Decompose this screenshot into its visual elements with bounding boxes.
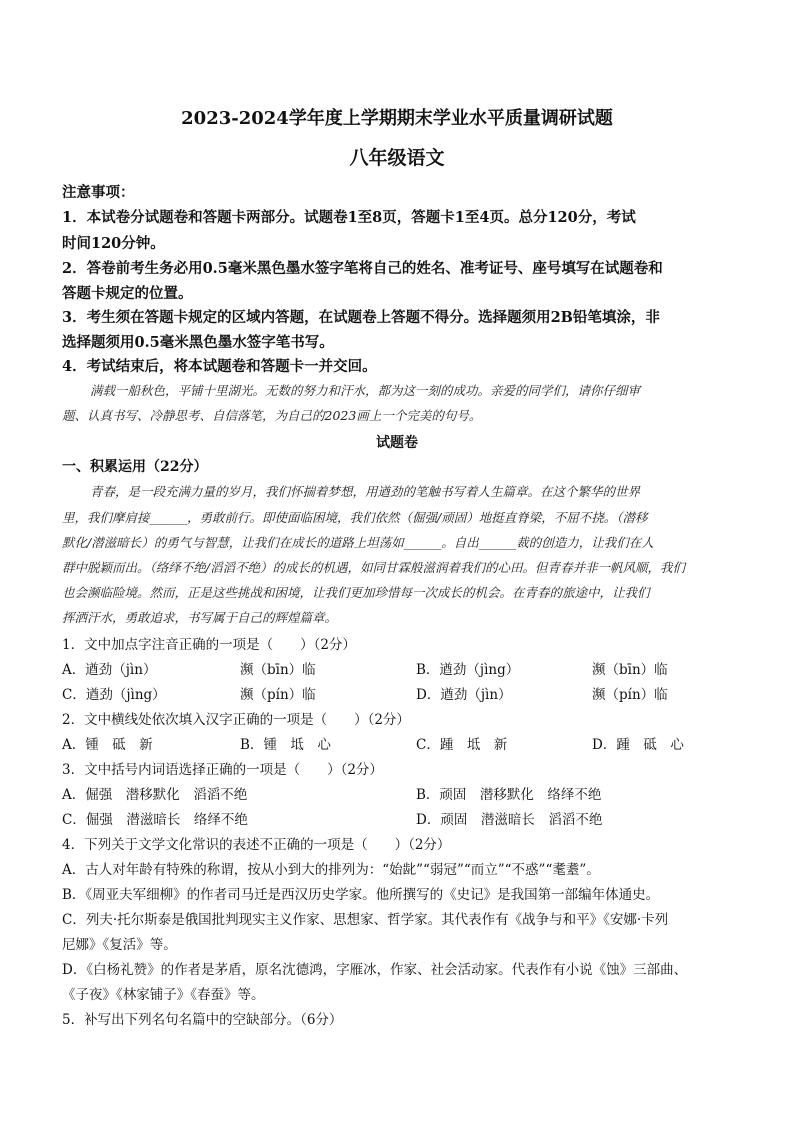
option-a: A．古人对年龄有特殊的称谓，按从小到大的排列为：“始龀”“弱冠”“而立”“不惑”“耄耋”。 [62, 862, 600, 878]
option-d: D．遒劲（jìn） [416, 687, 512, 703]
notice-line: 选择题须用0.5毫米黑色墨水签字笔书写。 [62, 334, 334, 351]
notice-line: 2．答卷前考生务必用0.5毫米黑色墨水签字笔将自己的姓名、准考证号、座号填写在试题卷和 [62, 260, 663, 277]
option-b: B．顽固 潜移默化 络绎不绝 [416, 787, 602, 803]
notice-line: 答题卡规定的位置。 [62, 285, 193, 302]
passage-line: 青春，是一段充满力量的岁月，我们怀揣着梦想，用遒劲的笔触书写着人生篇章。在这个繁华的世界 [90, 484, 641, 499]
question-stem: 1．文中加点字注音正确的一项是（ ）（2分） [62, 637, 356, 653]
option-c: C．列夫·托尔斯泰是俄国批判现实主义作家、思想家、哲学家。其代表作有《战争与和平》《安娜·卡列 [62, 912, 669, 928]
passage-line: 挥洒汗水，勇敢追求，书写属于自己的辉煌篇章。 [62, 610, 338, 625]
option-b: B．锺 坻 心 [240, 737, 331, 753]
option-d: D．顽固 潜滋暗长 滔滔不绝 [416, 812, 603, 828]
passage-line: 默化/潜滋暗长）的勇气与智慧，让我们在成长的道路上坦荡如______。自出______裁的创造力，让我们在人 [62, 535, 654, 550]
question-stem: 3．文中括号内词语选择正确的一项是（ ）（2分） [62, 762, 383, 778]
option-a: A．遒劲（jìn） [62, 662, 157, 678]
option-c: C．遒劲（jìng） [62, 687, 166, 703]
notice-line: 4．考试结束后，将本试题卷和答题卡一并交回。 [62, 358, 377, 375]
option-b: B．《周亚夫军细柳》的作者司马迁是西汉历史学家。他所撰写的《史记》是我国第一部编年体通史。 [62, 887, 660, 903]
greeting-line: 满载一船秋色，平铺十里湖光。无数的努力和汗水，都为这一刻的成功。亲爱的同学们，请你仔细审 [90, 383, 641, 398]
notice-line: 3．考生须在答题卡规定的区域内答题，在试题卷上答题不得分。选择题须用2B铅笔填涂，非 [62, 309, 660, 326]
section-label: 试题卷 [376, 435, 418, 451]
notice-line: 时间120分钟。 [62, 235, 165, 252]
option-c: C．倔强 潜滋暗长 络绎不绝 [62, 812, 248, 828]
notice-heading: 注意事项： [62, 184, 135, 201]
option-a-part: 濒（bīn）临 [240, 662, 316, 678]
option-d: D．《白杨礼赞》的作者是茅盾，原名沈德鸿，字雁冰，作家、社会活动家。代表作有小说《蚀》三部曲、 [62, 962, 688, 978]
option-b-part: 濒（bīn）临 [592, 662, 668, 678]
greeting-line: 题、认真书写、冷静思考、自信落笔，为自己的2023画上一个完美的句号。 [62, 408, 482, 423]
question-stem: 5．补写出下列名句名篇中的空缺部分。（6分） [62, 1012, 343, 1028]
option-c-cont: 尼娜》《复活》等。 [62, 937, 177, 953]
option-b: B．遒劲（jìng） [416, 662, 520, 678]
option-c-part: 濒（pín）临 [240, 687, 316, 703]
passage-line: 里，我们摩肩接______，勇敢前行。即使面临困境，我们依然（倔强/顽固）地挺直脊梁，不屈不挠。（潜移 [62, 510, 648, 525]
option-a: A．倔强 潜移默化 滔滔不绝 [62, 787, 248, 803]
question-stem: 2．文中横线处依次填入汉字正确的一项是（ ）（2分） [62, 712, 410, 728]
option-d-part: 濒（pín）临 [592, 687, 668, 703]
passage-line: 也会濒临险境。然而，正是这些挑战和困境，让我们更加珍惜每一次成长的机会。在青春的旅途中，让我们 [62, 585, 650, 600]
question-stem: 4．下列关于文学文化常识的表述不正确的一项是（ ）（2分） [62, 837, 451, 853]
exam-subtitle: 八年级语文 [349, 147, 445, 169]
exam-title: 2023-2024学年度上学期期末学业水平质量调研试题 [181, 108, 613, 129]
option-a: A．锺 砥 新 [62, 737, 153, 753]
part-heading: 一、积累运用（22分） [62, 459, 208, 475]
passage-line: 群中脱颖而出。（络绎不绝/滔滔不绝）的成长的机遇，如同甘霖般滋润着我们的心田。但青春并非一帆风顺，我们 [62, 560, 685, 575]
option-d: D．踵 砥 心 [592, 737, 684, 753]
notice-line: 1．本试卷分试题卷和答题卡两部分。试题卷1至8页，答题卡1至4页。总分120分，考试 [62, 209, 636, 226]
option-c: C．踵 坻 新 [416, 737, 508, 753]
option-d-cont: 《子夜》《林家铺子》《春蚕》等。 [62, 987, 265, 1003]
